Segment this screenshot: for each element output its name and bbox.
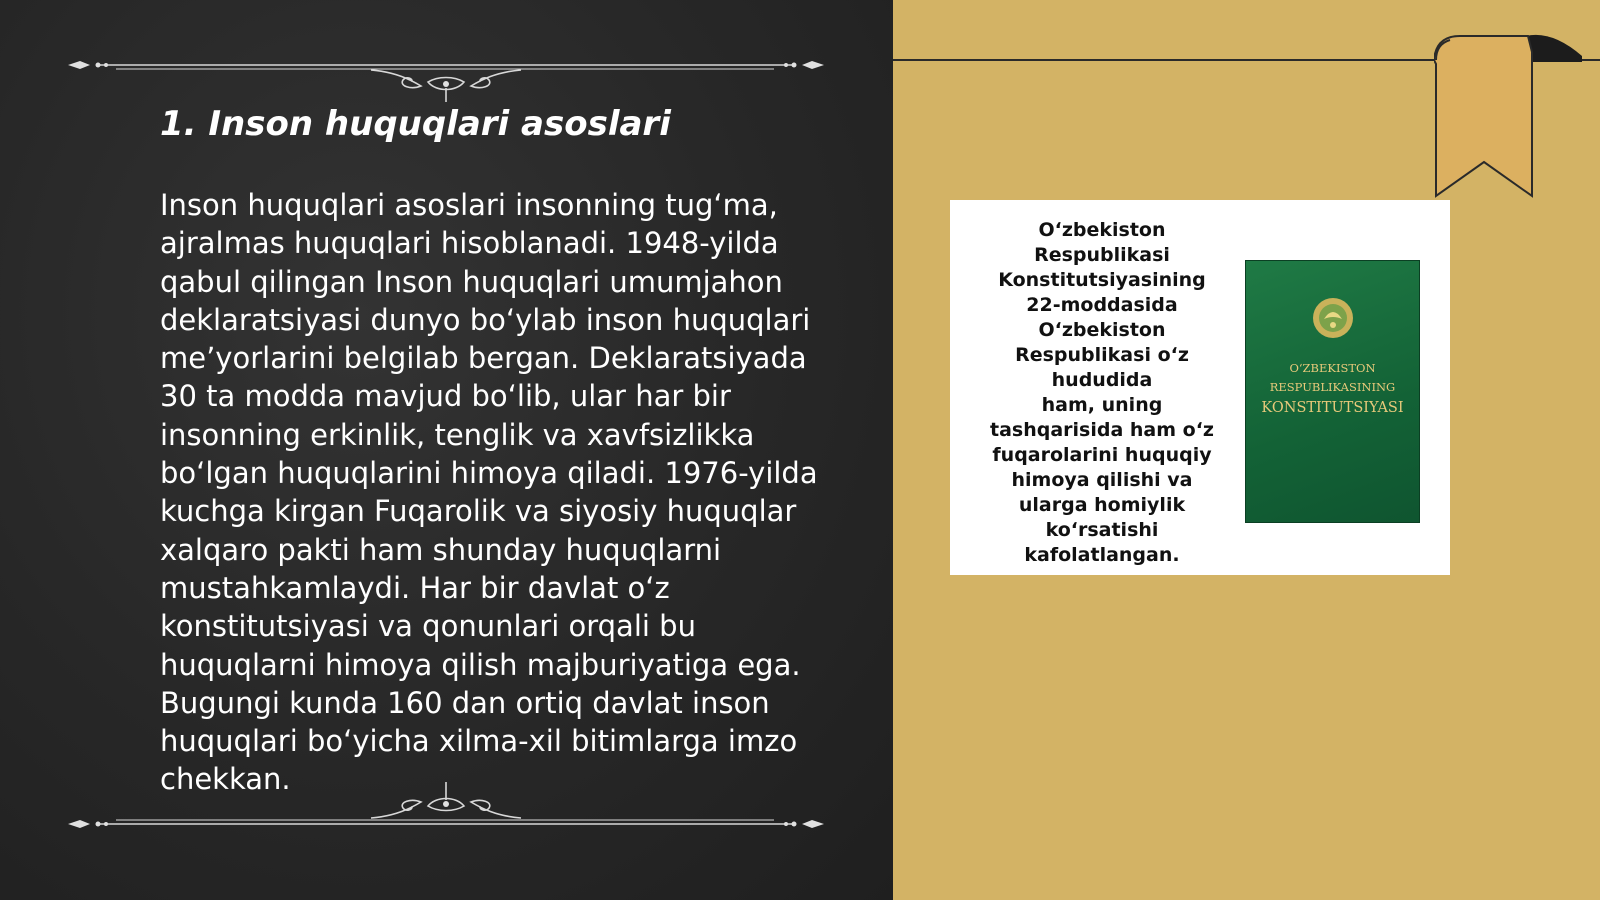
body-paragraph: Inson huquqlari asoslari insonning tugʻma, ajralmas huquqlari hisoblanadi. 1948-yilda qabul qilingan Inson huquqlari umumjahon deklaratsiyasi dunyo boʻylab inson huquqlari meʼyorlarini belgilab bergan. Deklaratsiyada 30 ta modda mavjud boʻlib, ular har bir insonning erkinlik, tenglik va xavfsizlikka boʻlgan huquqlarini himoya qiladi. 1976-yilda kuchga kirgan Fuqarolik va siyosiy huquqlar xalqaro pakti ham shunday huquqlarni mustahkamlaydi. Har bir davlat oʻz konstitutsiyasi va qonunlari orqali bu huquqlarni himoya qilish majburiyatiga ega. Bugungi kunda 160 dan ortiq davlat inson huquqlari boʻyicha xilma-xil bitimlarga imzo chekkan.	[160, 188, 818, 797]
book-title-line-2: RESPUBLIKASINING	[1269, 380, 1396, 394]
constitution-book-cover	[1245, 260, 1420, 523]
constitution-image	[950, 200, 1450, 575]
top-ornament-divider	[66, 46, 826, 106]
slide-title: 1. Inson huquqlari asoslari	[160, 104, 671, 144]
book-title-line-1: OʻZBEKISTON	[1289, 361, 1376, 375]
book-title-line-3: KONSTITUTSIYASI	[1261, 400, 1404, 416]
bookmark-ribbon-icon	[1434, 34, 1584, 200]
bottom-ornament-divider	[66, 770, 826, 830]
image-caption: Oʻzbekiston Respublikasi Konstitutsiyasining 22-moddasida Oʻzbekiston Respublikasi oʻz hududida ham, uning tashqarisida ham oʻz fuqarolarini huquqiy himoya qilishi va ularga homiylik koʻrsatishi kafolatlangan.	[990, 219, 1214, 566]
emblem-icon	[1310, 295, 1356, 341]
